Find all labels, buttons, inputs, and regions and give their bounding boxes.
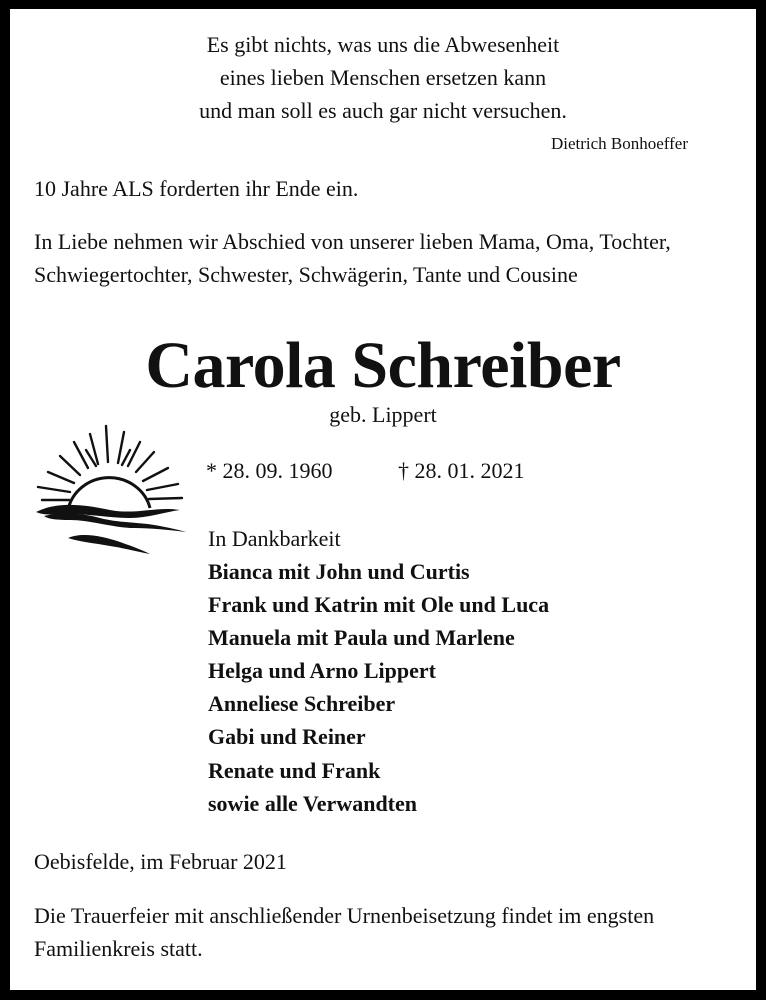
place-date: Oebisfelde, im Februar 2021	[34, 849, 287, 874]
quote-author: Dietrich Bonhoeffer	[550, 134, 688, 153]
mourner-item: Renate und Frank	[208, 757, 381, 783]
mourners-list	[208, 555, 549, 820]
quote-line-2: eines lieben Menschen ersetzen kann	[219, 65, 547, 90]
quote-line-3: und man soll es auch gar nicht versuchen.	[199, 98, 567, 123]
deceased-name: Carola Schreiber	[145, 329, 621, 402]
mourner-item: Bianca mit John und Curtis	[208, 559, 470, 584]
death-date: † 28. 01. 2021	[398, 458, 525, 483]
mourner-item: Anneliese Schreiber	[208, 691, 396, 717]
gratitude-heading: In Dankbarkeit	[208, 526, 341, 551]
maiden-name: geb. Lippert	[329, 402, 437, 427]
mourner-item: Manuela mit Paula und Marlene	[208, 625, 515, 651]
intro-text: 10 Jahre ALS forderten ihr Ende ein.	[34, 176, 359, 201]
farewell-text: In Liebe nehmen wir Abschied von unserer lieben Mama, Oma, Tochter, Schwiegertochter, Schwester, Schwägerin, Tante und Cousine	[34, 229, 671, 287]
mourner-item: Frank und Katrin mit Ole und Luca	[208, 592, 550, 618]
birth-date: * 28. 09. 1960	[206, 458, 333, 483]
mourner-item: Gabi und Reiner	[208, 724, 366, 750]
mourner-item: Helga und Arno Lippert	[208, 658, 436, 684]
quote-line-1: Es gibt nichts, was uns die Abwesenheit	[206, 32, 560, 57]
funeral-note: Die Trauerfeier mit anschließender Urnenbeisetzung findet im engsten Familienkreis statt.	[34, 903, 655, 961]
sunrise-over-hills-icon	[30, 420, 190, 560]
mourner-item: sowie alle Verwandten	[208, 790, 417, 816]
